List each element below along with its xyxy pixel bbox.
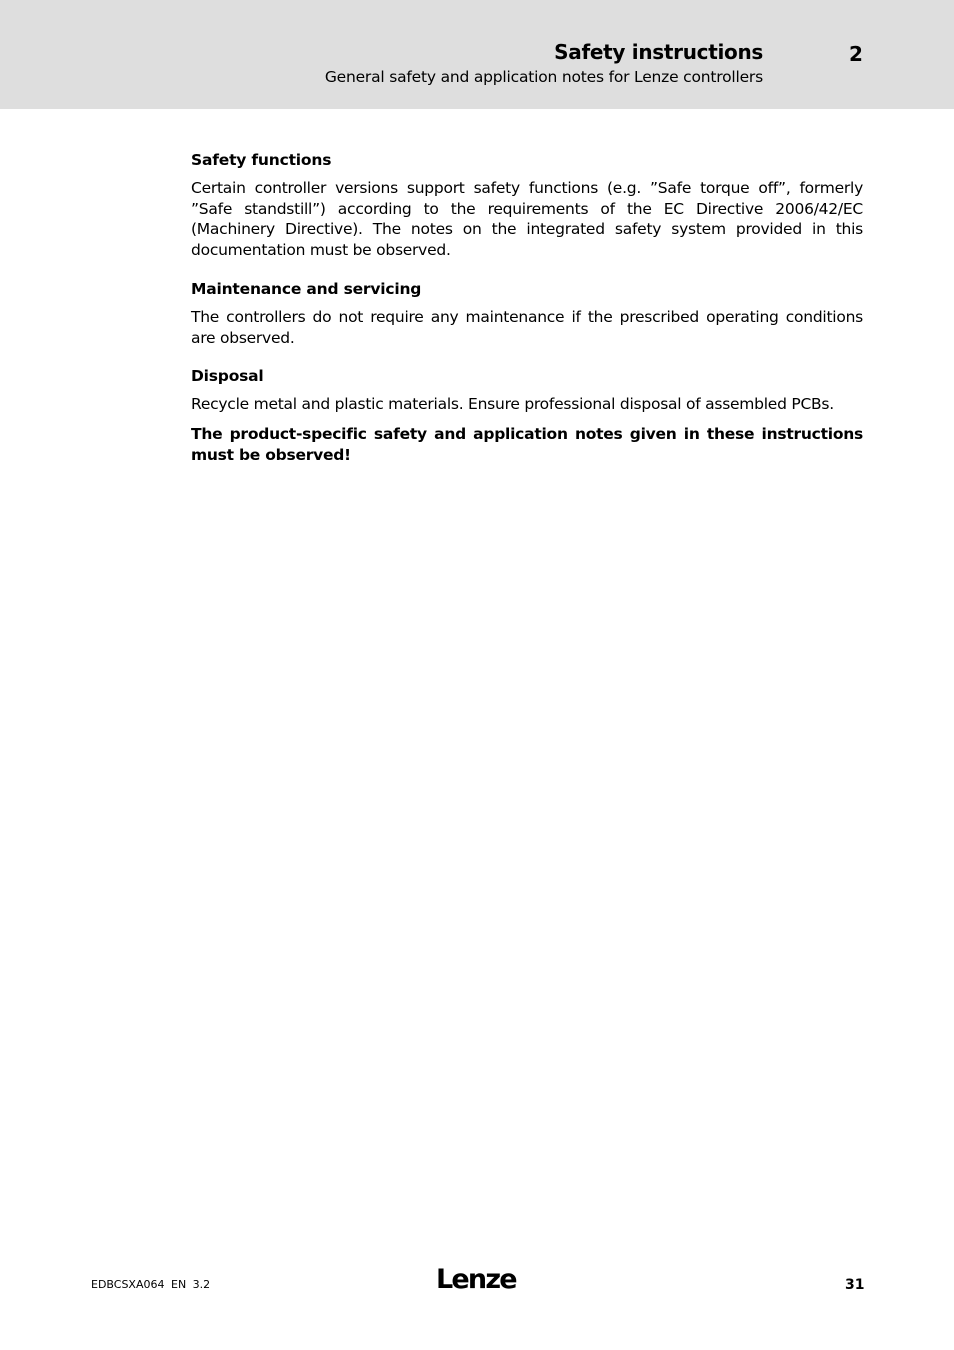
closing-note: The product-specific safety and application notes given in these instructions must be observed! <box>191 424 863 464</box>
chapter-number: 2 <box>849 42 863 66</box>
document-id: EDBCSXA064 EN 3.2 <box>91 1278 211 1291</box>
paragraph-safety-functions: Certain controller versions support safety functions (e.g. ”Safe torque off”, formerly ”Safe standstill”) according to the requirements of the EC Directive 2006/42/EC (Machinery Directive). The notes on the integrated safety system provided in this documentation must be observed. <box>191 179 863 260</box>
chapter-title: Safety instructions <box>554 40 763 64</box>
paragraph-disposal: Recycle metal and plastic materials. Ensure professional disposal of assembled PCBs. <box>191 395 834 414</box>
main-content <box>191 150 863 483</box>
header-band <box>0 0 954 109</box>
paragraph-maintenance: The controllers do not require any maintenance if the prescribed operating conditions are observed. <box>191 307 863 347</box>
lenze-logo: Lenze <box>436 1264 516 1295</box>
heading-safety-functions: Safety functions <box>191 151 332 169</box>
heading-maintenance: Maintenance and servicing <box>191 279 422 298</box>
page-number: 31 <box>845 1277 865 1293</box>
heading-disposal: Disposal <box>191 367 264 386</box>
chapter-subtitle: General safety and application notes for Lenze controllers <box>324 68 763 86</box>
